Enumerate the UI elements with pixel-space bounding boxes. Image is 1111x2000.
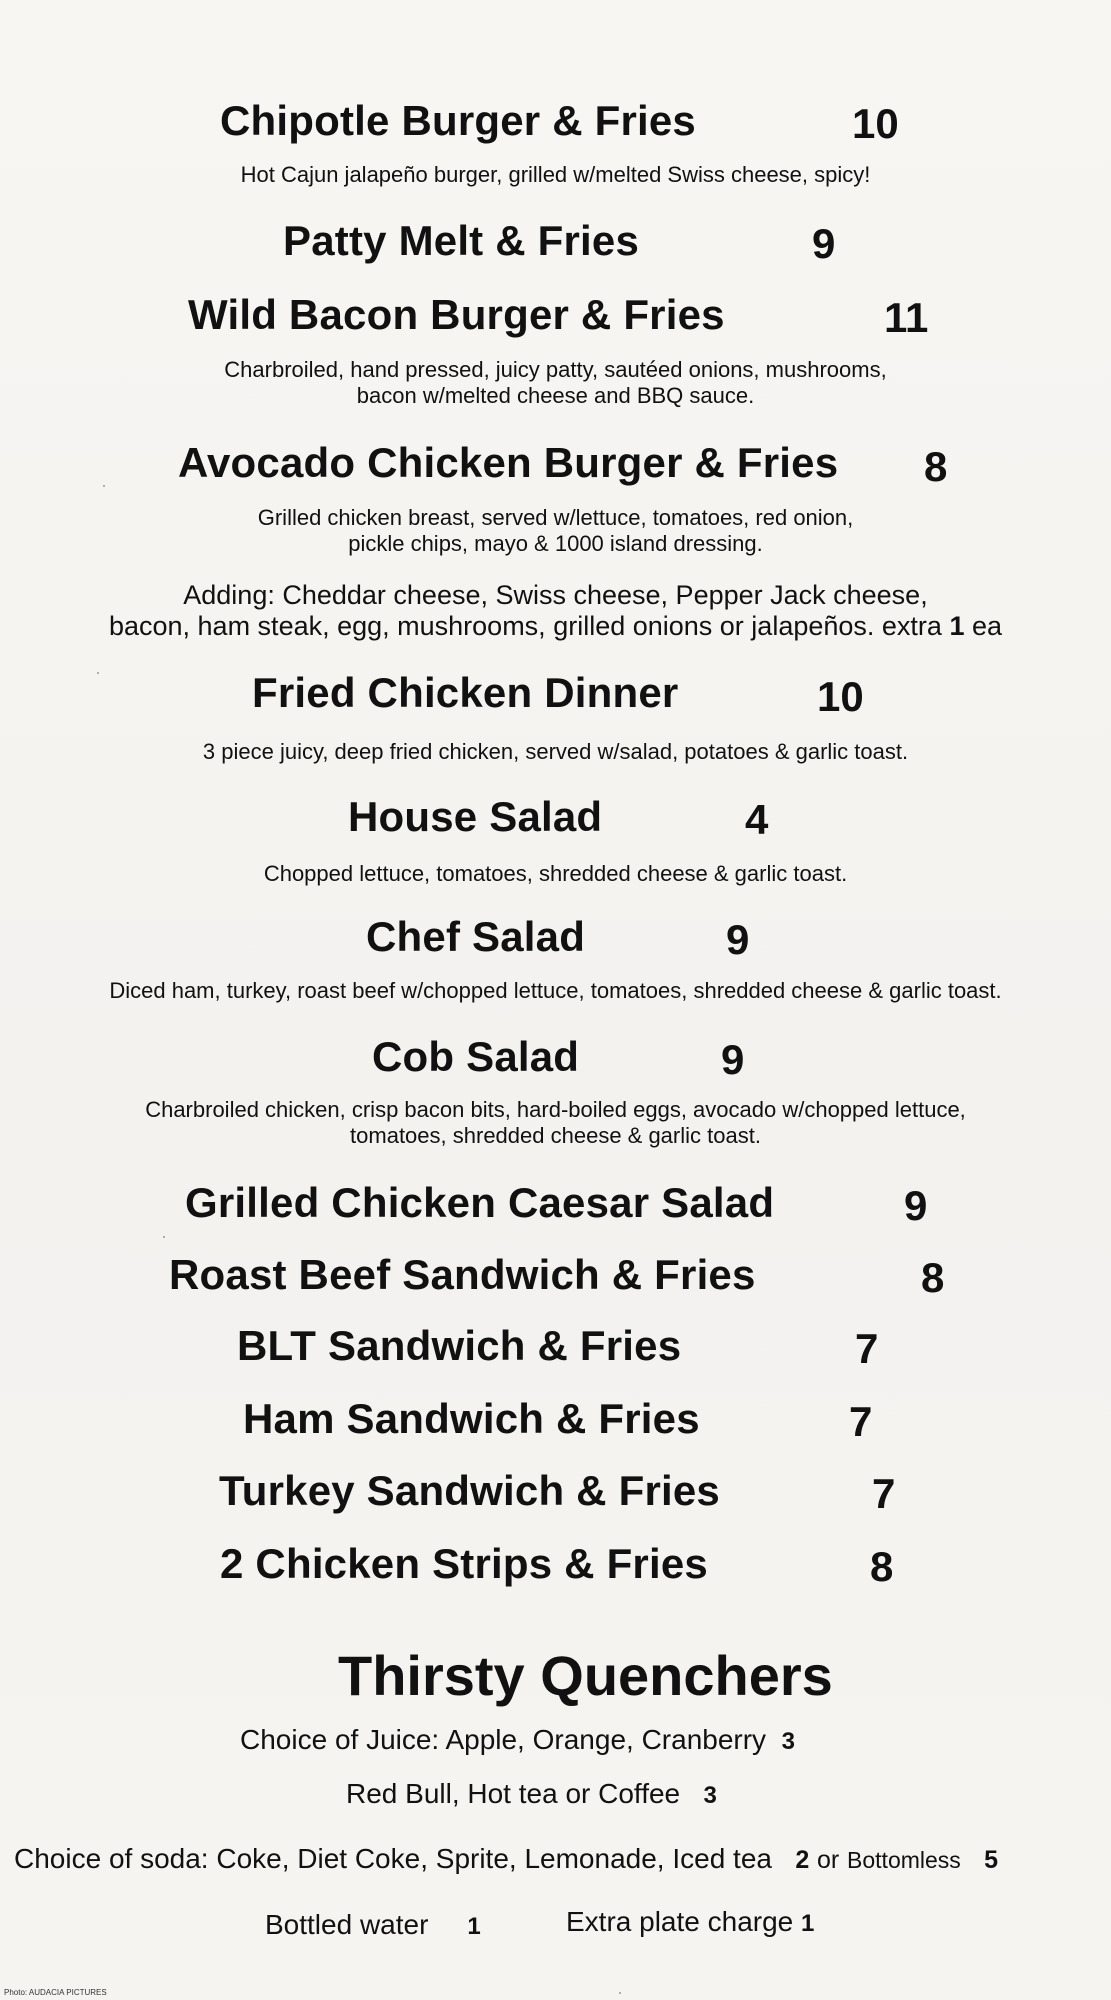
menu-item-price: 11 [884,294,929,341]
menu-item-price: 7 [849,1398,873,1445]
drink-water-line: Bottled water 1 [265,1909,481,1940]
menu-item-description: Diced ham, turkey, roast beef w/chopped lettuce, tomatoes, shredded cheese & garlic toast. [109,978,1002,1003]
paper-speck [619,1992,621,1994]
menu-item-price: 9 [812,220,836,267]
paper-speck [97,672,99,674]
menu-item-title: BLT Sandwich & Fries [237,1322,682,1369]
menu-item-price: 10 [817,673,864,720]
menu-item-title: Ham Sandwich & Fries [243,1395,700,1442]
menu-item-price: 8 [921,1254,945,1301]
add-ons-price: 1 [949,611,965,642]
menu-item-title: House Salad [348,793,603,840]
add-ons-note: Adding: Cheddar cheese, Swiss cheese, Pepper Jack cheese, bacon, ham steak, egg, mushrooms, grilled onions or jalapeños. extra 1 ea [108,580,1003,642]
drink-soda-line: Choice of soda: Coke, Diet Coke, Sprite, Lemonade, Iced tea 2 or Bottomless 5 [14,1843,999,1874]
paper-speck [163,1236,165,1238]
menu-item-price: 7 [855,1325,879,1372]
menu-item-price: 8 [924,443,948,490]
menu-item-price: 9 [726,916,750,963]
paper-speck [103,485,105,487]
drink-redbull-line: Red Bull, Hot tea or Coffee 3 [346,1778,717,1809]
menu-item-title: Grilled Chicken Caesar Salad [185,1179,775,1226]
menu-item-description: Hot Cajun jalapeño burger, grilled w/melted Swiss cheese, spicy! [240,162,871,187]
menu-item-title: Chef Salad [366,913,586,960]
menu-item-title: Patty Melt & Fries [283,217,640,264]
menu-item-title: Roast Beef Sandwich & Fries [169,1251,756,1298]
menu-item-description: Chopped lettuce, tomatoes, shredded cheese & garlic toast. [263,861,848,886]
menu-item-title: Wild Bacon Burger & Fries [188,291,725,338]
menu-item-title: Fried Chicken Dinner [252,669,679,716]
menu-item-price: 7 [872,1470,896,1517]
menu-item-description: Charbroiled, hand pressed, juicy patty, sautéed onions, mushrooms, bacon w/melted cheese and BBQ sauce. [224,357,887,409]
menu-item-title: Chipotle Burger & Fries [220,97,696,144]
menu-item-title: 2 Chicken Strips & Fries [220,1540,708,1587]
photo-credit: Photo: AUDACIA PICTURES [4,1988,107,1997]
menu-item-description: 3 piece juicy, deep fried chicken, served w/salad, potatoes & garlic toast. [202,739,909,764]
menu-item-title: Cob Salad [372,1033,580,1080]
menu-item-title: Turkey Sandwich & Fries [219,1467,720,1514]
menu-item-price: 9 [904,1182,928,1229]
menu-item-price: 10 [852,100,899,147]
menu-item-price: 8 [870,1543,894,1590]
menu-item-price: 4 [745,796,769,843]
menu-item-description: Charbroiled chicken, crisp bacon bits, hard-boiled eggs, avocado w/chopped lettuce, tomatoes, shredded cheese & garlic toast. [145,1097,966,1149]
drink-juice-line: Choice of Juice: Apple, Orange, Cranberry 3 [240,1724,795,1755]
drinks-section-title: Thirsty Quenchers [338,1644,833,1707]
extra-plate-line: Extra plate charge 1 [566,1906,815,1937]
menu-item-title: Avocado Chicken Burger & Fries [178,439,839,486]
menu-item-description: Grilled chicken breast, served w/lettuce, tomatoes, red onion, pickle chips, mayo & 1000 island dressing. [257,505,854,557]
menu-item-price: 9 [721,1036,745,1083]
